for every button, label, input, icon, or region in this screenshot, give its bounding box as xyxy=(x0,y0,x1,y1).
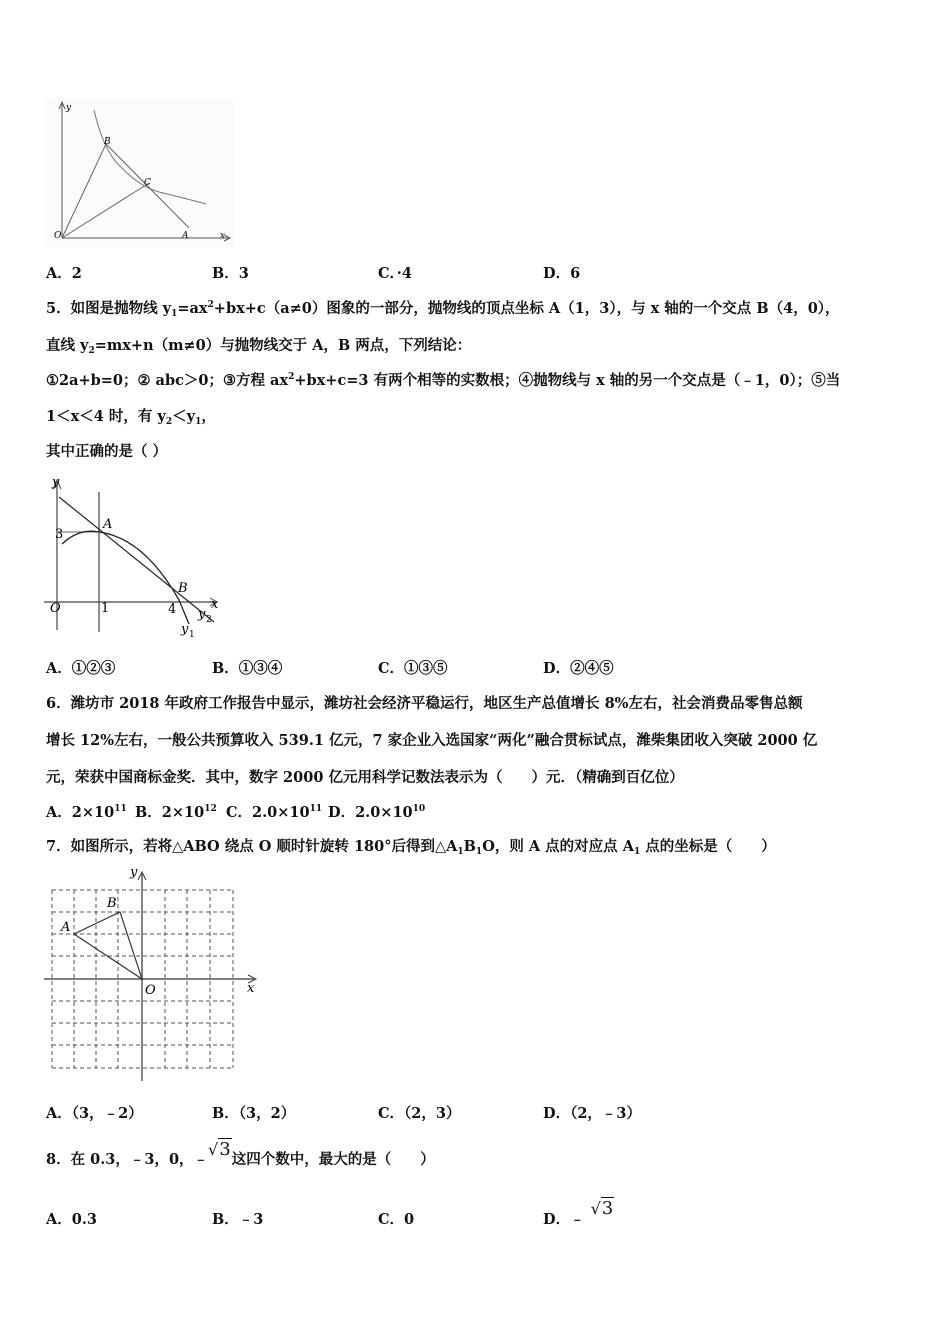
q5-label-o: O xyxy=(50,601,61,616)
q7-label-x: x xyxy=(247,981,255,996)
q5-label-x: x xyxy=(211,597,219,612)
q4-label-y: y xyxy=(66,103,72,113)
option-letter: C． xyxy=(378,265,397,282)
q4-label-x: x xyxy=(220,231,226,241)
option-letter: D． xyxy=(543,1105,571,1122)
q7-option-a[interactable] xyxy=(46,1102,143,1123)
option-text: 3 xyxy=(238,265,249,282)
option-text: （2，﹣3） xyxy=(570,1105,642,1122)
subscript: 1 xyxy=(195,417,202,427)
option-text: ②④⑤ xyxy=(570,660,614,677)
q7-label-a: A xyxy=(61,920,71,935)
option-letter: A． xyxy=(46,804,72,821)
text: 8．在 0.3，﹣3，0，﹣ xyxy=(46,1151,209,1168)
option-exponent: 12 xyxy=(204,804,217,814)
q5-label-3: 3 xyxy=(55,527,64,542)
q5-stem-line5: 其中正确的是（ ） xyxy=(46,443,168,460)
radicand: 3 xyxy=(219,1139,231,1160)
text: +bx+c=3 有两个相等的实数根；④抛物线与 x 轴的另一个交点是（﹣1，0）；⑤当 xyxy=(294,372,841,389)
text: ①2a+b=0；② abc＞0；③方程 ax xyxy=(46,372,289,389)
q5-label-1: 1 xyxy=(101,601,110,616)
q6-stem-line2: 增长 12%左右，一般公共预算收入 539.1 亿元，7 家企业入选国家“两化”融合贯标试点，潍柴集团收入突破 2000 亿 xyxy=(46,732,818,749)
text: B xyxy=(463,838,476,855)
subscript: 1 xyxy=(457,847,464,857)
q5-option-b[interactable] xyxy=(212,657,282,678)
option-text: 2 xyxy=(71,265,82,282)
option-text: ﹣3 xyxy=(238,1211,264,1228)
option-letter: D． xyxy=(543,265,571,282)
q5-label-y2: y xyxy=(198,607,206,622)
option-letter: C． xyxy=(378,1105,405,1122)
q4-option-c[interactable] xyxy=(378,262,412,283)
q4-label-o: O xyxy=(54,231,62,241)
sqrt-symbol: √3 xyxy=(590,1198,614,1219)
superscript: 2 xyxy=(288,372,295,382)
q4-option-a[interactable] xyxy=(46,262,82,283)
option-letter: B． xyxy=(135,804,162,821)
option-text: 2×10 xyxy=(71,804,115,821)
option-letter: A． xyxy=(46,1105,72,1122)
q6-option-b[interactable] xyxy=(135,801,217,822)
q7-option-d[interactable] xyxy=(543,1102,641,1123)
q7-label-o: O xyxy=(145,983,156,998)
option-letter: D． xyxy=(543,660,571,677)
q8-option-c[interactable] xyxy=(378,1208,414,1229)
q8-option-d[interactable] xyxy=(543,1198,614,1229)
q4-option-b[interactable] xyxy=(212,262,249,283)
q6-option-d[interactable] xyxy=(328,801,425,822)
option-letter: A． xyxy=(46,1211,72,1228)
q6-option-c[interactable] xyxy=(226,801,322,822)
text: ＜y xyxy=(172,408,196,425)
q5-option-a[interactable] xyxy=(46,657,115,678)
text: 5．如图是抛物线 y xyxy=(46,300,172,317)
q6-option-a[interactable] xyxy=(46,801,127,822)
subscript: 2 xyxy=(88,346,95,356)
q5-label-a: A xyxy=(103,517,113,532)
q5-option-c[interactable] xyxy=(378,657,448,678)
q5-label-4: 4 xyxy=(168,602,177,617)
subscript: 1 xyxy=(633,847,641,857)
option-exponent: 10 xyxy=(412,804,426,814)
option-text: 2.0×10 xyxy=(252,804,310,821)
option-letter: C． xyxy=(378,1211,405,1228)
option-letter: C． xyxy=(226,804,253,821)
q4-figure xyxy=(44,98,234,248)
subscript: 2 xyxy=(165,417,173,427)
q5-stem-line1 xyxy=(46,297,840,319)
q6-stem-line3: 元，荣获中国商标金奖．其中，数字 2000 亿元用科学记数法表示为（ ）元．（精确到百亿位） xyxy=(46,769,684,786)
option-letter: D． xyxy=(328,804,356,821)
q6-stem-line1: 6．潍坊市 2018 年政府工作报告中显示，潍坊社会经济平稳运行，地区生产总值增长 8%左右，社会消费品零售总额 xyxy=(46,695,803,712)
q5-stem-line2 xyxy=(46,334,471,356)
text: =mx+n（m≠0）与抛物线交于 A，B 两点，下列结论： xyxy=(94,337,472,354)
text: 这四个数中，最大的是（ ） xyxy=(231,1151,435,1168)
option-letter: B． xyxy=(212,1105,239,1122)
radicand: 3 xyxy=(601,1198,614,1219)
superscript: 2 xyxy=(207,300,214,310)
option-text: ①②③ xyxy=(71,660,116,677)
text: 直线 y xyxy=(46,337,89,354)
q7-figure xyxy=(44,866,264,1084)
option-text: 2.0×10 xyxy=(355,804,413,821)
q5-stem-line4 xyxy=(46,405,216,427)
option-exponent: 11 xyxy=(114,804,127,814)
option-letter: A． xyxy=(46,265,72,282)
text: 7．如图所示，若将△ABO 绕点 O 顺时针旋转 180°后得到△A xyxy=(46,838,458,855)
q5-figure xyxy=(44,472,224,640)
option-letter: D． xyxy=(543,1211,571,1228)
option-text: 0.3 xyxy=(71,1211,97,1228)
q5-label-y1: y xyxy=(181,622,189,637)
subscript: 1 xyxy=(475,847,483,857)
text: ， xyxy=(201,408,216,425)
text: O，则 A 点的对应点 A xyxy=(482,838,634,855)
q4-label-c: C xyxy=(144,178,151,188)
q5-stem-line3 xyxy=(46,369,840,390)
option-text: 2×10 xyxy=(161,804,205,821)
option-text: ﹣ xyxy=(570,1211,585,1228)
q8-option-a[interactable] xyxy=(46,1208,97,1229)
option-letter: B． xyxy=(212,660,239,677)
q5-label-y: y xyxy=(52,475,60,490)
option-text: ·4 xyxy=(396,265,412,282)
q7-option-c[interactable] xyxy=(378,1102,460,1123)
option-text: （3，﹣2） xyxy=(71,1105,143,1122)
q7-stem xyxy=(46,835,776,857)
option-text: ①③④ xyxy=(238,660,283,677)
option-letter: B． xyxy=(212,1211,239,1228)
option-letter: B． xyxy=(212,265,239,282)
subscript: 1 xyxy=(171,309,178,319)
q5-label-b: B xyxy=(178,581,188,596)
q7-label-b: B xyxy=(107,896,117,911)
q4-option-d[interactable] xyxy=(543,262,580,283)
q4-label-a: A xyxy=(182,231,189,241)
text: =ax xyxy=(177,300,208,317)
q5-label-y2-sub: 2 xyxy=(206,615,212,625)
option-text: 6 xyxy=(570,265,581,282)
option-exponent: 11 xyxy=(309,804,323,814)
sqrt-symbol: √3 xyxy=(208,1139,231,1160)
q8-option-b[interactable] xyxy=(212,1208,263,1229)
q5-label-y1-sub: 1 xyxy=(189,630,195,640)
option-text: 0 xyxy=(404,1211,415,1228)
option-text: ①③⑤ xyxy=(404,660,448,677)
text: +bx+c（a≠0）图象的一部分，抛物线的顶点坐标 A（1，3），与 x 轴的一个交点 B（4，0）， xyxy=(213,300,840,317)
text: 点的坐标是（ ） xyxy=(640,838,776,855)
option-letter: C． xyxy=(378,660,405,677)
q8-stem xyxy=(46,1139,435,1169)
text: 1＜x＜4 时，有 y xyxy=(46,408,166,425)
q7-label-y: y xyxy=(130,866,138,880)
option-letter: A． xyxy=(46,660,72,677)
q4-label-b: B xyxy=(104,137,111,147)
option-text: （3，2） xyxy=(238,1105,296,1122)
option-text: （2，3） xyxy=(404,1105,461,1122)
q7-option-b[interactable] xyxy=(212,1102,295,1123)
q5-option-d[interactable] xyxy=(543,657,614,678)
